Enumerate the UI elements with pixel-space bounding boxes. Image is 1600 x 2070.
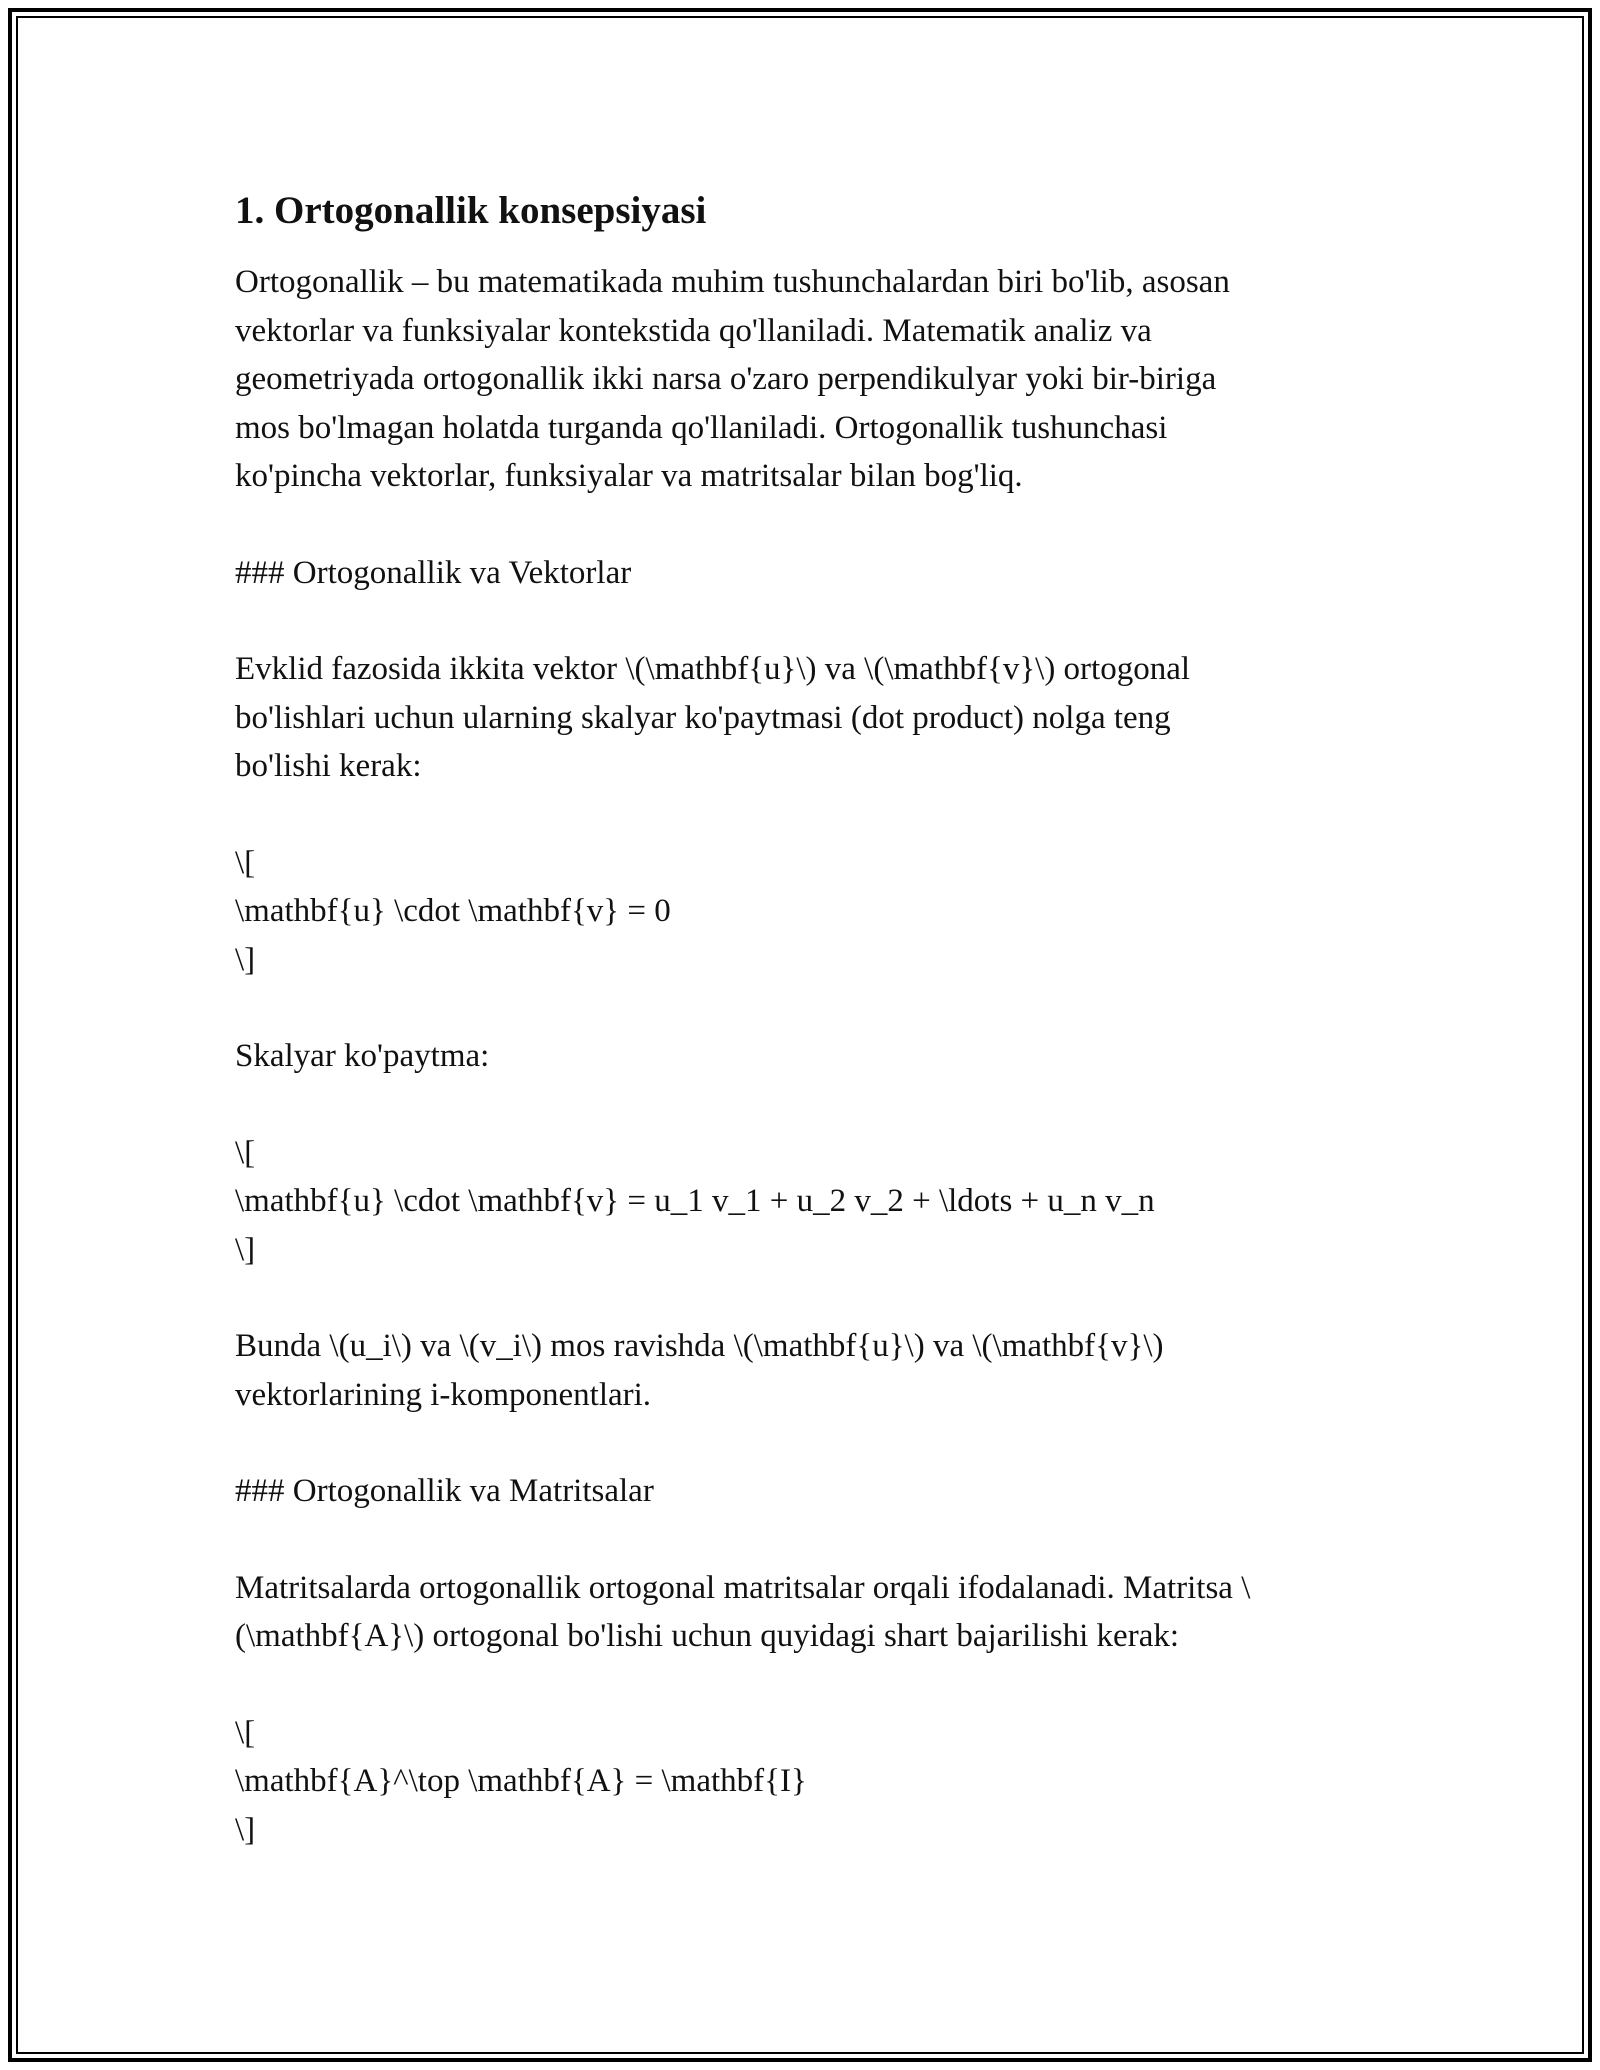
document-body [235,186,1385,1902]
components-paragraph: Bunda \(u_i\) va \(v_i\) mos ravishda \(\mathbf{u}\) va \(\mathbf{v}\) vektorlarining i-komponentlari. [235,1328,1164,1413]
equation-dot-sum: \[ \mathbf{u} \cdot \mathbf{v} = u_1 v_1 + u_2 v_2 + \ldots + u_n v_n \] [235,1134,1155,1268]
matrices-paragraph: Matritsalarda ortogonallik ortogonal matritsalar orqali ifodalanadi. Matritsa \ (\mathbf{A}\) ortogonal bo'lishi uchun quyidagi shart bajarilishi kerak: [235,1569,1251,1654]
subheading-vectors: ### Ortogonallik va Vektorlar [235,554,632,591]
subheading-matrices: ### Ortogonallik va Matritsalar [235,1473,654,1509]
intro-paragraph: Ortogonallik – bu matematikada muhim tushunchalardan biri bo'lib, asosan vektorlar va funksiyalar kontekstida qo'llaniladi. Matematik analiz va geometriyada ortogonallik ikki narsa o'zaro perpendikulyar yoki bir-biriga mos bo'lmagan holatda turganda qo'llaniladi. Ortogonallik tushunchasi ko'pincha vektorlar, funksiyalar va matritsalar bilan bog'liq. [235,264,1230,494]
equation-dot-zero: \[ \mathbf{u} \cdot \mathbf{v} = 0 \] [235,844,671,978]
equation-orthogonal-matrix: \[ \mathbf{A}^\top \mathbf{A} = \mathbf{I} \] [235,1714,807,1848]
section-title: 1. Ortogonallik konsepsiyasi [235,189,707,232]
vectors-paragraph: Evklid fazosida ikkita vektor \(\mathbf{u}\) va \(\mathbf{v}\) ortogonal bo'lishlari uchun ularning skalyar ko'paytmasi (dot product) nolga teng bo'lishi kerak: [235,651,1191,784]
dot-product-label: Skalyar ko'paytma: [235,1038,490,1074]
